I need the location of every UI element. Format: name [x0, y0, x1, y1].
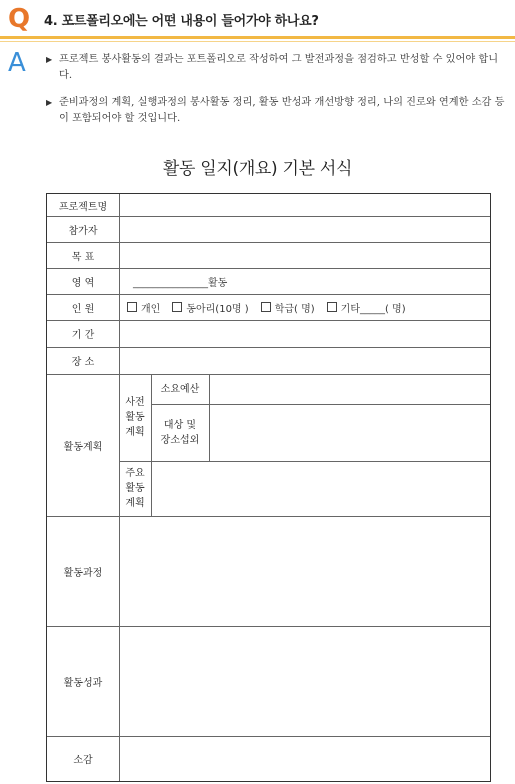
plan-divider: [209, 374, 210, 461]
option-other[interactable]: 기타_____( 명): [327, 300, 406, 315]
label-process: 활동과정: [63, 567, 103, 579]
option-individual[interactable]: 개인: [127, 300, 160, 315]
a-icon: A: [8, 48, 26, 78]
option-club[interactable]: 동아리(10명 ): [172, 300, 248, 315]
member-options: [127, 294, 487, 320]
label-members: 인 원: [71, 303, 95, 315]
plan-budget-label: 소요예산: [160, 383, 200, 395]
triangle-bullet-icon: ▶: [46, 55, 53, 64]
plan-main-label: 주요 활동 계획: [125, 468, 145, 509]
option-class[interactable]: 학급( 명): [261, 300, 315, 315]
area-value: _______________활동: [133, 277, 228, 289]
question-text: 4. 포트폴리오에는 어떤 내용이 들어가야 하나요?: [44, 13, 319, 29]
divider-thin: [0, 41, 515, 42]
label-place: 장 소: [71, 357, 95, 368]
form-title: 활동 일지(개요) 기본 서식: [162, 159, 353, 179]
checkbox[interactable]: [172, 302, 182, 312]
checkbox[interactable]: [261, 302, 271, 312]
checkbox[interactable]: [327, 302, 337, 312]
answer-bullet: ▶ 프로젝트 봉사활동의 결과는 포트폴리오로 작성하여 그 발전과정을 점검하고 반성할 수 있어야 합니다.: [46, 52, 508, 84]
label-goal: 목 표: [71, 251, 95, 263]
answer-bullet: ▶ 준비과정의 계획, 실행과정의 봉사활동 정리, 활동 반성과 개선방향 정리, 나의 진로와 연계한 소감 등이 포함되어야 할 것입니다.: [46, 95, 508, 127]
label-plan: 활동계획: [63, 441, 103, 453]
label-period: 기 간: [71, 330, 95, 341]
divider: [0, 36, 515, 39]
answer-bullets: [46, 52, 508, 138]
checkbox[interactable]: [127, 302, 137, 312]
triangle-bullet-icon: ▶: [46, 98, 53, 107]
plan-pre-label: 사전 활동 계획: [125, 397, 145, 438]
plan-line: [119, 461, 490, 462]
label-result: 활동성과: [63, 677, 103, 689]
plan-target-label: 대상 및 장소섭외: [160, 419, 200, 446]
q-icon: Q: [8, 4, 31, 34]
activity-log-form: [46, 193, 491, 782]
label-area: 영 역: [71, 277, 95, 289]
label-impression: 소감: [73, 755, 93, 766]
label-participants: 참가자: [68, 225, 98, 237]
question-header: [8, 6, 319, 32]
label-project-name: 프로젝트명: [58, 201, 108, 213]
